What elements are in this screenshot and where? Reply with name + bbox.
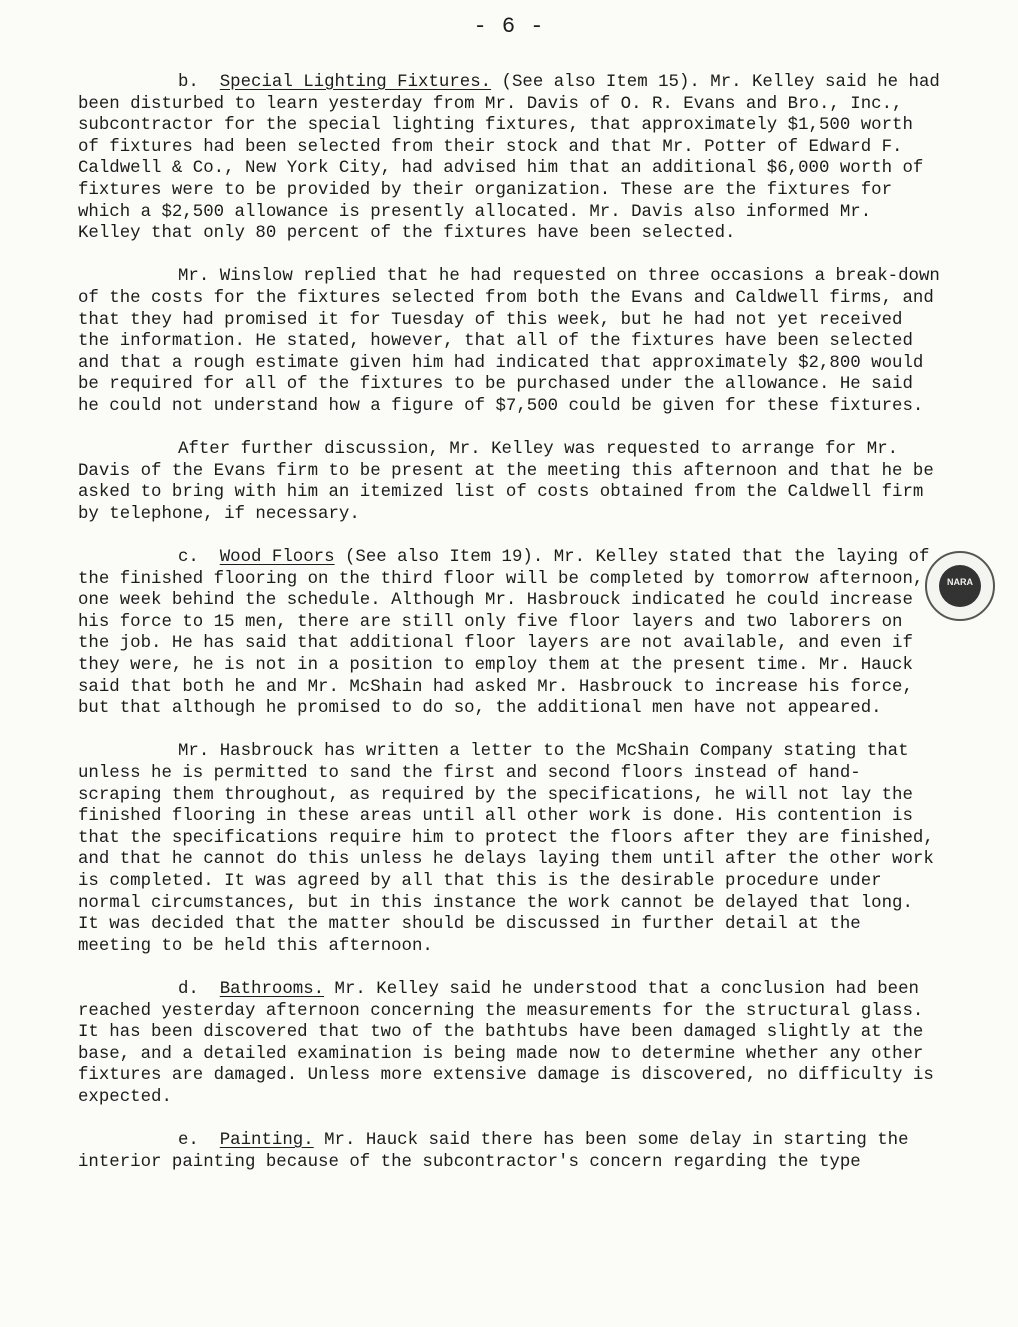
paragraph-text: Mr. Kelley said he understood that a conclusion had been reached yesterday afternoon concerning the measurements for the structural glass. It has been discovered that two of the bathtubs have been damaged slightly at the base, and a detailed examination is being made now to determine whether any other fixtures are damaged. Unless more extensive damage is discovered, no difficulty is expected. bbox=[78, 979, 934, 1107]
paragraph-hasbrouck-letter: Mr. Hasbrouck has written a letter to the McShain Company stating that unless he is permitted to sand the first and second floors instead of hand-scraping them throughout, as required by the specifications, he will not lay the finished flooring in these areas until all other work is done. His contention is that the specifications require him to protect the floors after they are finished, and that he cannot do this unless he delays laying them until after the other work is completed. It was agreed by all that this is the desirable procedure under normal circumstances, but in this instance the work cannot be delayed that long. It was decided that the matter should be discussed in further detail at the meeting to be held this afternoon. bbox=[78, 742, 934, 956]
paragraph-bathrooms bbox=[78, 979, 940, 1109]
paragraph-text: (See also Item 19). Mr. Kelley stated that the laying of the finished flooring on the third floor will be completed by tomorrow afternoon, one week behind the schedule. Although Mr. Hasbrouck indicated he could increase his force to 15 men, there are still only five floor layers and two laborers on the job. He has said that additional floor layers are not available, and even if they were, he is not in a position to employ them at the present time. Mr. Hauck said that both he and Mr. McShain had asked Mr. Hasbrouck to increase his force, but that although he promised to do so, the additional men have not appeared. bbox=[78, 548, 930, 719]
paragraph-painting bbox=[78, 1130, 940, 1173]
page-number: - 6 - bbox=[473, 14, 545, 39]
item-letter: c. bbox=[178, 548, 199, 568]
seal-text: NARA bbox=[947, 577, 973, 587]
paragraph-lighting-fixtures bbox=[78, 72, 940, 245]
paragraph-text: Mr. Hauck said there has been some delay in starting the interior painting because of the subcontractor's concern regarding the type bbox=[78, 1131, 909, 1172]
item-letter: d. bbox=[178, 979, 199, 999]
item-letter: b. bbox=[178, 73, 199, 92]
item-letter: e. bbox=[178, 1131, 199, 1151]
section-heading: Special Lighting Fixtures. bbox=[219, 73, 492, 92]
paragraph-winslow-reply: Mr. Winslow replied that he had requested on three occasions a break-down of the costs for the fixtures selected from both the Evans and Caldwell firms, and that they had promised it for Tuesday of this week, but he had not yet received the information. He stated, however, that all of the fixtures have been selected and that a rough estimate given him had indicated that approximately $2,800 would be required for all of the fixtures to be purchased under the allowance. He said he could not understand how a figure of $7,500 could be given for these fixtures. bbox=[78, 267, 940, 416]
section-heading: Painting. bbox=[219, 1131, 314, 1151]
section-heading: Bathrooms. bbox=[219, 979, 325, 999]
library-seal-stamp bbox=[925, 551, 995, 621]
document-body bbox=[78, 72, 940, 1195]
paragraph-further-discussion: After further discussion, Mr. Kelley was requested to arrange for Mr. Davis of the Evans firm to be present at the meeting this afternoon and that he be asked to bring with him an itemized list of costs obtained from the Caldwell firm by telephone, if necessary. bbox=[78, 440, 934, 524]
paragraph-text: (See also Item 15). Mr. Kelley said he had been disturbed to learn yesterday from Mr. Davis of O. R. Evans and Bro., Inc., subcontractor for the special lighting fixtures, that approximately $1,500 worth of fixtures had been selected from their stock and that Mr. Potter of Edward F. Caldwell & Co., New York City, had advised him that an additional $6,000 worth of fixtures were to be provided by their organization. These are the fixtures for which a $2,500 allowance is presently allocated. Mr. Davis also informed Mr. Kelley that only 80 percent of the fixtures have been selected. bbox=[78, 73, 940, 244]
section-heading: Wood Floors bbox=[219, 548, 335, 568]
paragraph-wood-floors bbox=[78, 547, 940, 720]
